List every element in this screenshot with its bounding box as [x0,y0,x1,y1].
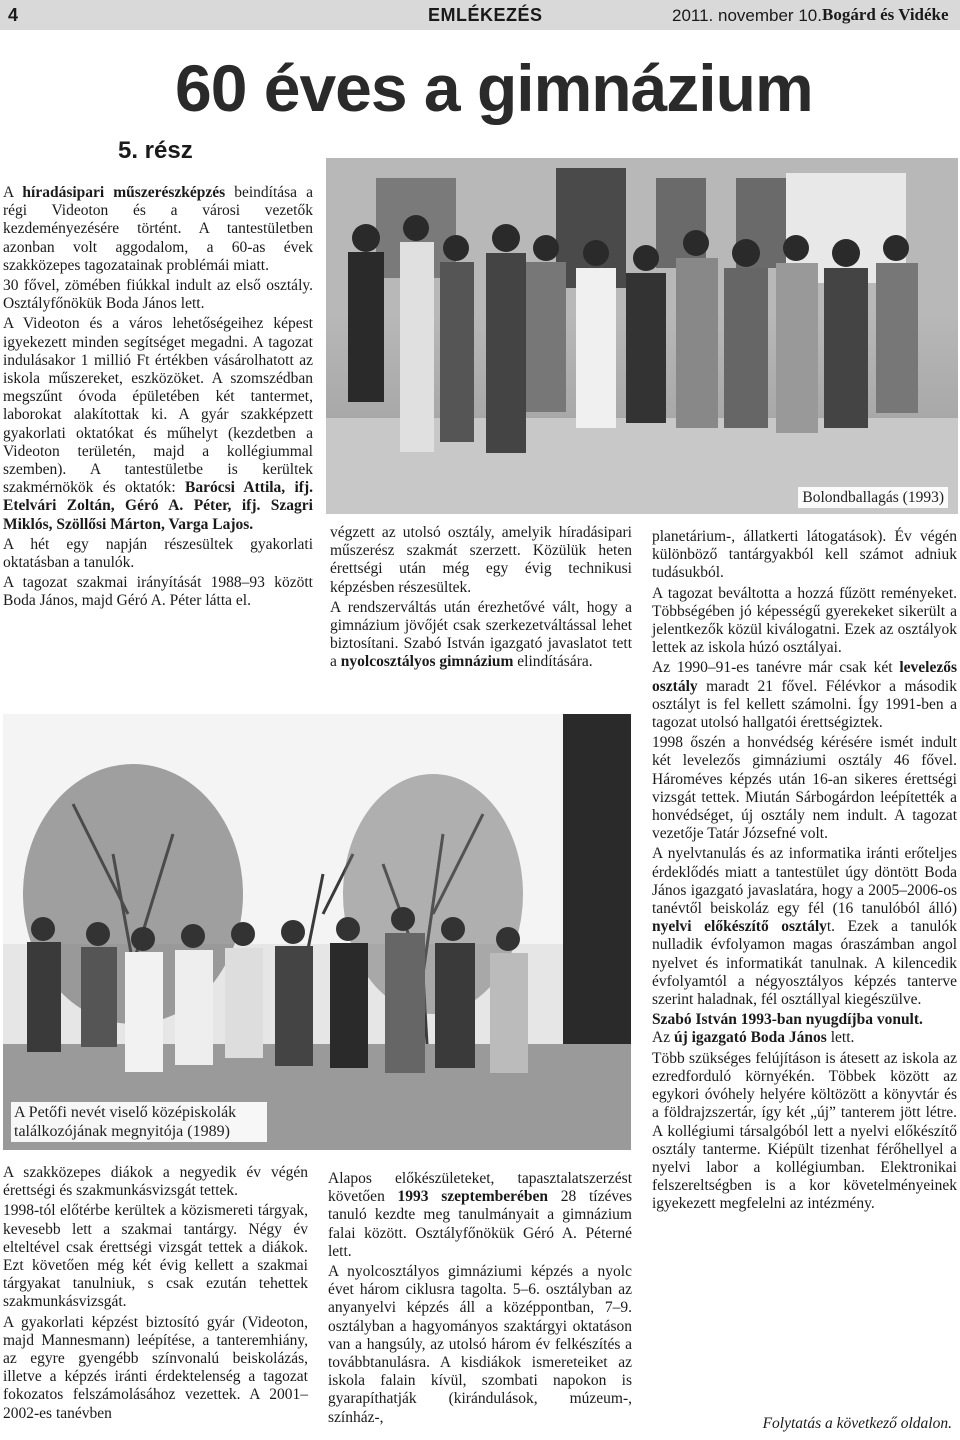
ceremony-crowd-photo [3,714,631,1150]
page-number: 4 [8,5,19,25]
paragraph: 30 fővel, zömében fiúkkal indult az első osztály. Osztályfőnökük Boda János lett. [3,277,313,313]
column-middle-bottom [328,1170,632,1429]
column-left-top [3,184,313,613]
paragraph: A tagozat szakmai irányítását 1988–93 között Boda János, majd Géró A. Péter látta el. [3,574,313,610]
article-title: 60 éves a gimnázium [175,51,813,125]
paragraph: A szakközepes diákok a negyedik év végén érettségi és szakmunkásvizsgát tettek. [3,1164,308,1200]
publication-name: Bogárd és Vidéke [822,5,949,24]
paragraph: végzett az utolsó osztály, amelyik híradásipari műszerész szakmát szerzett. Közülük heten érettségi után még egy évig technikusi képzésben részesültek. [330,524,632,596]
column-middle-top [330,524,632,674]
page-header [0,0,960,30]
paragraph: planetárium-, állatkerti látogatások). Év végén különböző tantárgyakból kell számot adniuk tudásukból. [652,528,957,582]
photo-caption: A Petőfi nevét viselő középiskolák találkozójának megnyitója (1989) [11,1102,267,1142]
paragraph: A nyolcosztályos gimnáziumi képzés a nyolc évet három ciklusra tagolta. 5–6. osztályban az anyanyelvi képzés áll a középpontban, 7–9. osztályban a hagyományos szaktárgyi oktatáson van a hangsúly, az utolsó három év felkészítés a továbbtanulásra. A kisdiákok ismereteiket az iskola falain kívül, szombati napokon is gyarapíthatják (kirándulások, múzeum-, színház-, [328,1263,632,1426]
carnival-crowd-photo [326,158,958,514]
column-right [652,528,957,1216]
paragraph: Több szükséges felújításon is átesett az iskola az ezredforduló környékén. Többek között az egykori óvóhely helyére költözött a könyvtár és a földrajzszertár, így két „új” tanterem jött létre. A kollégiumi társalgóból lett a nyelvi előkészítő osztály tanterme. Kiépült tizenhat férőhellyel a nyelvi labor a kollégiumban. Elektronikai felszereltségben is a kor követelményeinek igyekezett megfelelni az intézmény. [652,1049,957,1213]
paragraph: Az 1990–91-es tanévre már csak két levelezős osztály maradt 21 fővel. Félévkor a második osztályt is fel kellett számolni. Így 1991-ben a tagozat utolsó hallgatói érettségiztek. [652,659,957,732]
paragraph: A híradásipari műszerészképzés beindítása a régi Videoton és a városi vezetők kezdeményezésére történt. A tantestületben azonban volt aggodalom, a 60-as évek szakközepes tagozatainak problémái miatt. [3,184,313,274]
paragraph: 1998-tól előtérbe kerültek a közismereti tárgyak, kevesebb lett a szakmai tantárgy. Négy év elteltével csak érettségi vizsgát tettek a diákok. Ezt követően még két évig kellett a szakmai tárgyakat tanulniuk, s csak ezután tehettek szakmunkásvizsgát. [3,1202,308,1311]
paragraph: A tagozat beváltotta a hozzá fűzött reményeket. Többségében jó képességű gyerekeket sikerült a jelentkezők közül kiválogatni. Ezek az osztályok lettek az iskola húzó osztályai. [652,584,957,657]
paragraph: Alapos előkészületeket, tapasztalatszerzést követően 1993 szeptemberében 28 tízéves tanuló kezdte meg tanulmányait a gimnázium falai között. Osztályfőnökük Géró A. Péterné lett. [328,1170,632,1260]
continued-note: Folytatás a következő oldalon. [762,1415,952,1432]
paragraph: A Videoton és a város lehetőségeihez képest igyekezett minden segítséget megadni. A tagozat indulásakor 1 millió Ft értékben vásárolhatott az iskola műszereket, eszközöket. A szomszédban megszűnt óvoda épületében két tantermet, laborokat alakítottak ki. A gyár szakképzett gyakorlati oktatókat és műhelyt (kezdetben a Videoton területén, majd a kollégiummal szemben). A tantestületbe is kerültek szakmérnökök és oktatók: Barócsi Attila, ifj. Etelvári Zoltán, Géró A. Péter, ifj. Szagri Miklós, Szöllősi Márton, Varga Lajos. [3,315,313,533]
section-name: EMLÉKEZÉS [428,5,543,25]
column-left-bottom [3,1164,308,1425]
paragraph: 1998 őszén a honvédség kérésére ismét indult két levelezős gimnáziumi osztály 46 fővel. Hároméves képzés után 16-an sikeres érettségi vizsgát tettek. Miután Sárbogárdon leépítették a honvédséget, új osztály nem indult. A tagozat vezetője Tatár Józsefné volt. [652,734,957,843]
paragraph: A hét egy napján részesültek gyakorlati oktatásban a tanulók. [3,535,313,572]
issue-date: 2011. november 10. [672,6,822,25]
photo-caption: Bolondballagás (1993) [798,487,948,508]
paragraph: Szabó István 1993-ban nyugdíjba vonult. [652,1011,923,1029]
photo-meeting-opening [3,714,631,1150]
paragraph: Az új igazgató Boda János lett. [652,1029,855,1047]
article-part: 5. rész [118,137,193,164]
photo-bolondballagas [326,158,958,514]
paragraph: A nyelvtanulás és az informatika iránti erőteljes érdeklődés miatt a tantestület úgy döntött Boda János igazgató javaslatára, hogy a 2005–2006-os tanévtől beiskoláz egy fél (16 tanulóból álló) nyelvi előkészítő osztályt. Ezek a tanulók nulladik évfolyamon magas óraszámban angol nyelvet és informatikát tanulnak. A kilencedik évfolyamtól a négyosztályos képzés tanterve szerint haladnak, fél osztállyal kiegészülve. [652,845,957,1009]
paragraph: A gyakorlati képzést biztosító gyár (Videoton, majd Mannesmann) leépítése, a tanteremhiány, az egyre gyengébb színvonalú beiskolázás, illetve a képzés iránti érdektelenség a tagozat fokozatos felszámolásához vezettek. A 2001–2002-es tanévben [3,1313,308,1422]
paragraph: A rendszerváltás után érezhetővé vált, hogy a gimnázium jövőjét csak szerkezetváltással lehet biztosítani. Szabó István igazgató javaslatot tett a nyolcosztályos gimnázium elindítására. [330,598,632,671]
